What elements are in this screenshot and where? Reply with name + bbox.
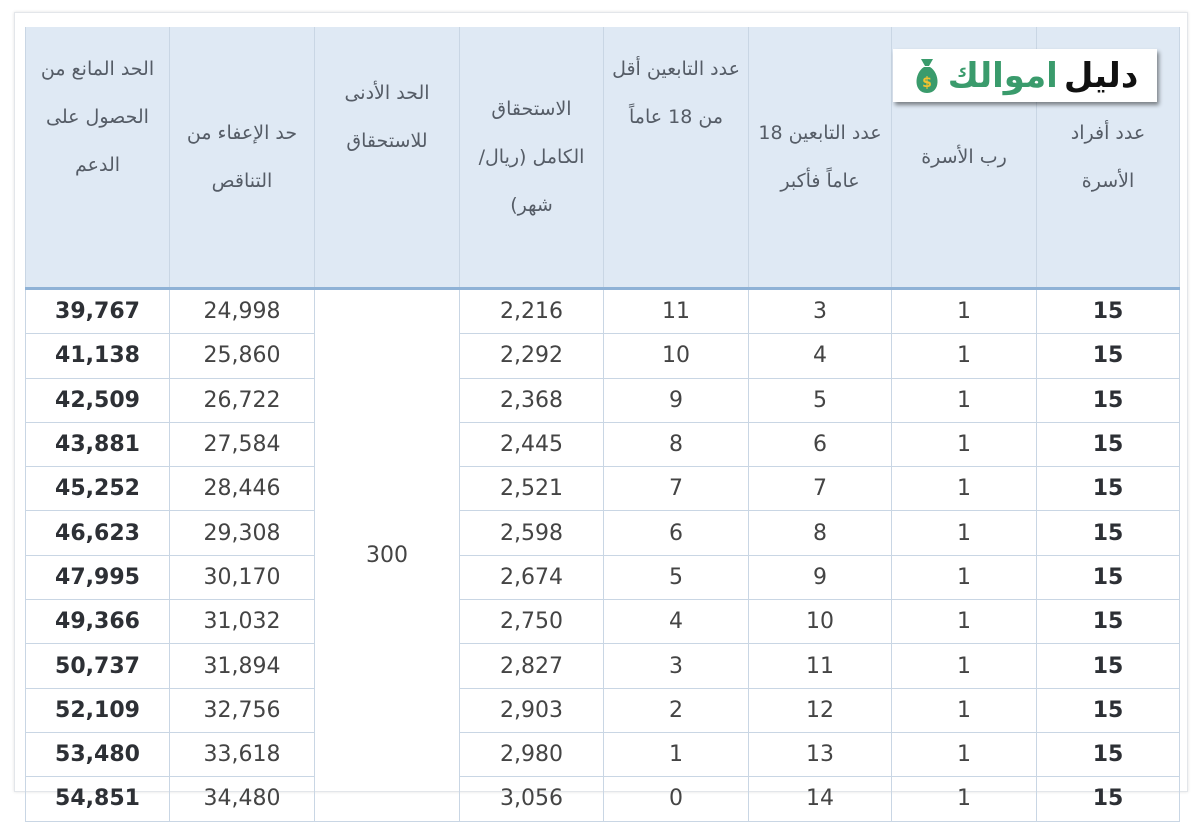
cell-dependents-under-18: 7 — [604, 467, 749, 511]
cell-cap-limit: 45,252 — [26, 467, 170, 511]
cell-full-entitlement: 3,056 — [460, 777, 604, 821]
cell-dependents-under-18: 1 — [604, 732, 749, 776]
table-row — [26, 777, 1180, 821]
money-bag-icon — [912, 57, 942, 95]
cell-full-entitlement: 2,445 — [460, 422, 604, 466]
cell-dependents-under-18: 11 — [604, 289, 749, 334]
cell-dependents-18-plus: 8 — [749, 511, 892, 555]
table-row — [26, 422, 1180, 466]
cell-full-entitlement: 2,598 — [460, 511, 604, 555]
table-row — [26, 688, 1180, 732]
cell-exemption-limit: 24,998 — [170, 289, 315, 334]
cell-exemption-limit: 25,860 — [170, 334, 315, 378]
header-dependents-under-18: عدد التابعين أقل من 18 عاماً — [604, 27, 749, 289]
cell-full-entitlement: 2,903 — [460, 688, 604, 732]
cell-exemption-limit: 31,894 — [170, 644, 315, 688]
cell-full-entitlement: 2,216 — [460, 289, 604, 334]
cell-full-entitlement: 2,750 — [460, 600, 604, 644]
header-family-size: عدد أفراد الأسرة — [1037, 27, 1180, 289]
cell-exemption-limit: 26,722 — [170, 378, 315, 422]
cell-cap-limit: 46,623 — [26, 511, 170, 555]
cell-dependents-18-plus: 9 — [749, 555, 892, 599]
cell-dependents-18-plus: 6 — [749, 422, 892, 466]
cell-family-size: 15 — [1037, 688, 1180, 732]
table-row — [26, 511, 1180, 555]
cell-exemption-limit: 27,584 — [170, 422, 315, 466]
svg-text:$: $ — [921, 74, 932, 91]
logo-text-dark: دليل — [1063, 55, 1139, 96]
cell-head-of-family: 1 — [892, 644, 1037, 688]
header-dependents-18-plus: عدد التابعين 18 عاماً فأكبر — [749, 27, 892, 289]
support-eligibility-table — [25, 27, 1180, 822]
table-row — [26, 289, 1180, 334]
cell-dependents-under-18: 8 — [604, 422, 749, 466]
table-row — [26, 732, 1180, 776]
cell-dependents-18-plus: 14 — [749, 777, 892, 821]
cell-head-of-family: 1 — [892, 334, 1037, 378]
cell-cap-limit: 39,767 — [26, 289, 170, 334]
cell-cap-limit: 49,366 — [26, 600, 170, 644]
cell-cap-limit: 42,509 — [26, 378, 170, 422]
cell-exemption-limit: 28,446 — [170, 467, 315, 511]
cell-cap-limit: 41,138 — [26, 334, 170, 378]
cell-family-size: 15 — [1037, 600, 1180, 644]
cell-head-of-family: 1 — [892, 289, 1037, 334]
cell-cap-limit: 54,851 — [26, 777, 170, 821]
header-cap-limit: الحد المانع من الحصول على الدعم — [26, 27, 170, 289]
cell-cap-limit: 47,995 — [26, 555, 170, 599]
cell-family-size: 15 — [1037, 334, 1180, 378]
cell-head-of-family: 1 — [892, 732, 1037, 776]
cell-head-of-family: 1 — [892, 467, 1037, 511]
header-exemption-limit: حد الإعفاء من التناقص — [170, 27, 315, 289]
cell-family-size: 15 — [1037, 555, 1180, 599]
header-full-entitlement: الاستحقاق الكامل (ريال/شهر) — [460, 27, 604, 289]
cell-dependents-under-18: 10 — [604, 334, 749, 378]
cell-head-of-family: 1 — [892, 378, 1037, 422]
cell-full-entitlement: 2,521 — [460, 467, 604, 511]
table-row — [26, 555, 1180, 599]
cell-cap-limit: 52,109 — [26, 688, 170, 732]
cell-family-size: 15 — [1037, 511, 1180, 555]
cell-exemption-limit: 32,756 — [170, 688, 315, 732]
cell-full-entitlement: 2,674 — [460, 555, 604, 599]
cell-full-entitlement: 2,827 — [460, 644, 604, 688]
cell-dependents-18-plus: 5 — [749, 378, 892, 422]
cell-exemption-limit: 31,032 — [170, 600, 315, 644]
cell-head-of-family: 1 — [892, 600, 1037, 644]
cell-family-size: 15 — [1037, 732, 1180, 776]
cell-head-of-family: 1 — [892, 555, 1037, 599]
cell-full-entitlement: 2,292 — [460, 334, 604, 378]
cell-dependents-18-plus: 4 — [749, 334, 892, 378]
cell-head-of-family: 1 — [892, 511, 1037, 555]
cell-dependents-under-18: 5 — [604, 555, 749, 599]
logo-text-green: اموالك — [947, 55, 1058, 96]
cell-head-of-family: 1 — [892, 422, 1037, 466]
site-logo — [893, 49, 1157, 102]
cell-exemption-limit: 30,170 — [170, 555, 315, 599]
cell-dependents-18-plus: 3 — [749, 289, 892, 334]
table-row — [26, 378, 1180, 422]
cell-dependents-18-plus: 11 — [749, 644, 892, 688]
table-row — [26, 644, 1180, 688]
cell-head-of-family: 1 — [892, 777, 1037, 821]
cell-dependents-under-18: 3 — [604, 644, 749, 688]
cell-family-size: 15 — [1037, 289, 1180, 334]
cell-exemption-limit: 29,308 — [170, 511, 315, 555]
header-min-entitlement: الحد الأدنى للاستحقاق — [315, 27, 460, 289]
cell-full-entitlement: 2,980 — [460, 732, 604, 776]
cell-cap-limit: 50,737 — [26, 644, 170, 688]
header-head-of-family: رب الأسرة — [892, 27, 1037, 289]
cell-full-entitlement: 2,368 — [460, 378, 604, 422]
cell-dependents-under-18: 0 — [604, 777, 749, 821]
cell-dependents-18-plus: 10 — [749, 600, 892, 644]
cell-dependents-18-plus: 7 — [749, 467, 892, 511]
cell-min-entitlement: 300 — [315, 289, 460, 822]
cell-exemption-limit: 34,480 — [170, 777, 315, 821]
cell-family-size: 15 — [1037, 378, 1180, 422]
cell-head-of-family: 1 — [892, 688, 1037, 732]
cell-family-size: 15 — [1037, 467, 1180, 511]
cell-family-size: 15 — [1037, 777, 1180, 821]
cell-dependents-18-plus: 13 — [749, 732, 892, 776]
cell-dependents-under-18: 6 — [604, 511, 749, 555]
cell-dependents-under-18: 2 — [604, 688, 749, 732]
cell-dependents-under-18: 9 — [604, 378, 749, 422]
table-row — [26, 600, 1180, 644]
table-row — [26, 334, 1180, 378]
table-row — [26, 467, 1180, 511]
cell-cap-limit: 53,480 — [26, 732, 170, 776]
cell-family-size: 15 — [1037, 644, 1180, 688]
cell-dependents-18-plus: 12 — [749, 688, 892, 732]
cell-cap-limit: 43,881 — [26, 422, 170, 466]
cell-family-size: 15 — [1037, 422, 1180, 466]
cell-dependents-under-18: 4 — [604, 600, 749, 644]
cell-exemption-limit: 33,618 — [170, 732, 315, 776]
